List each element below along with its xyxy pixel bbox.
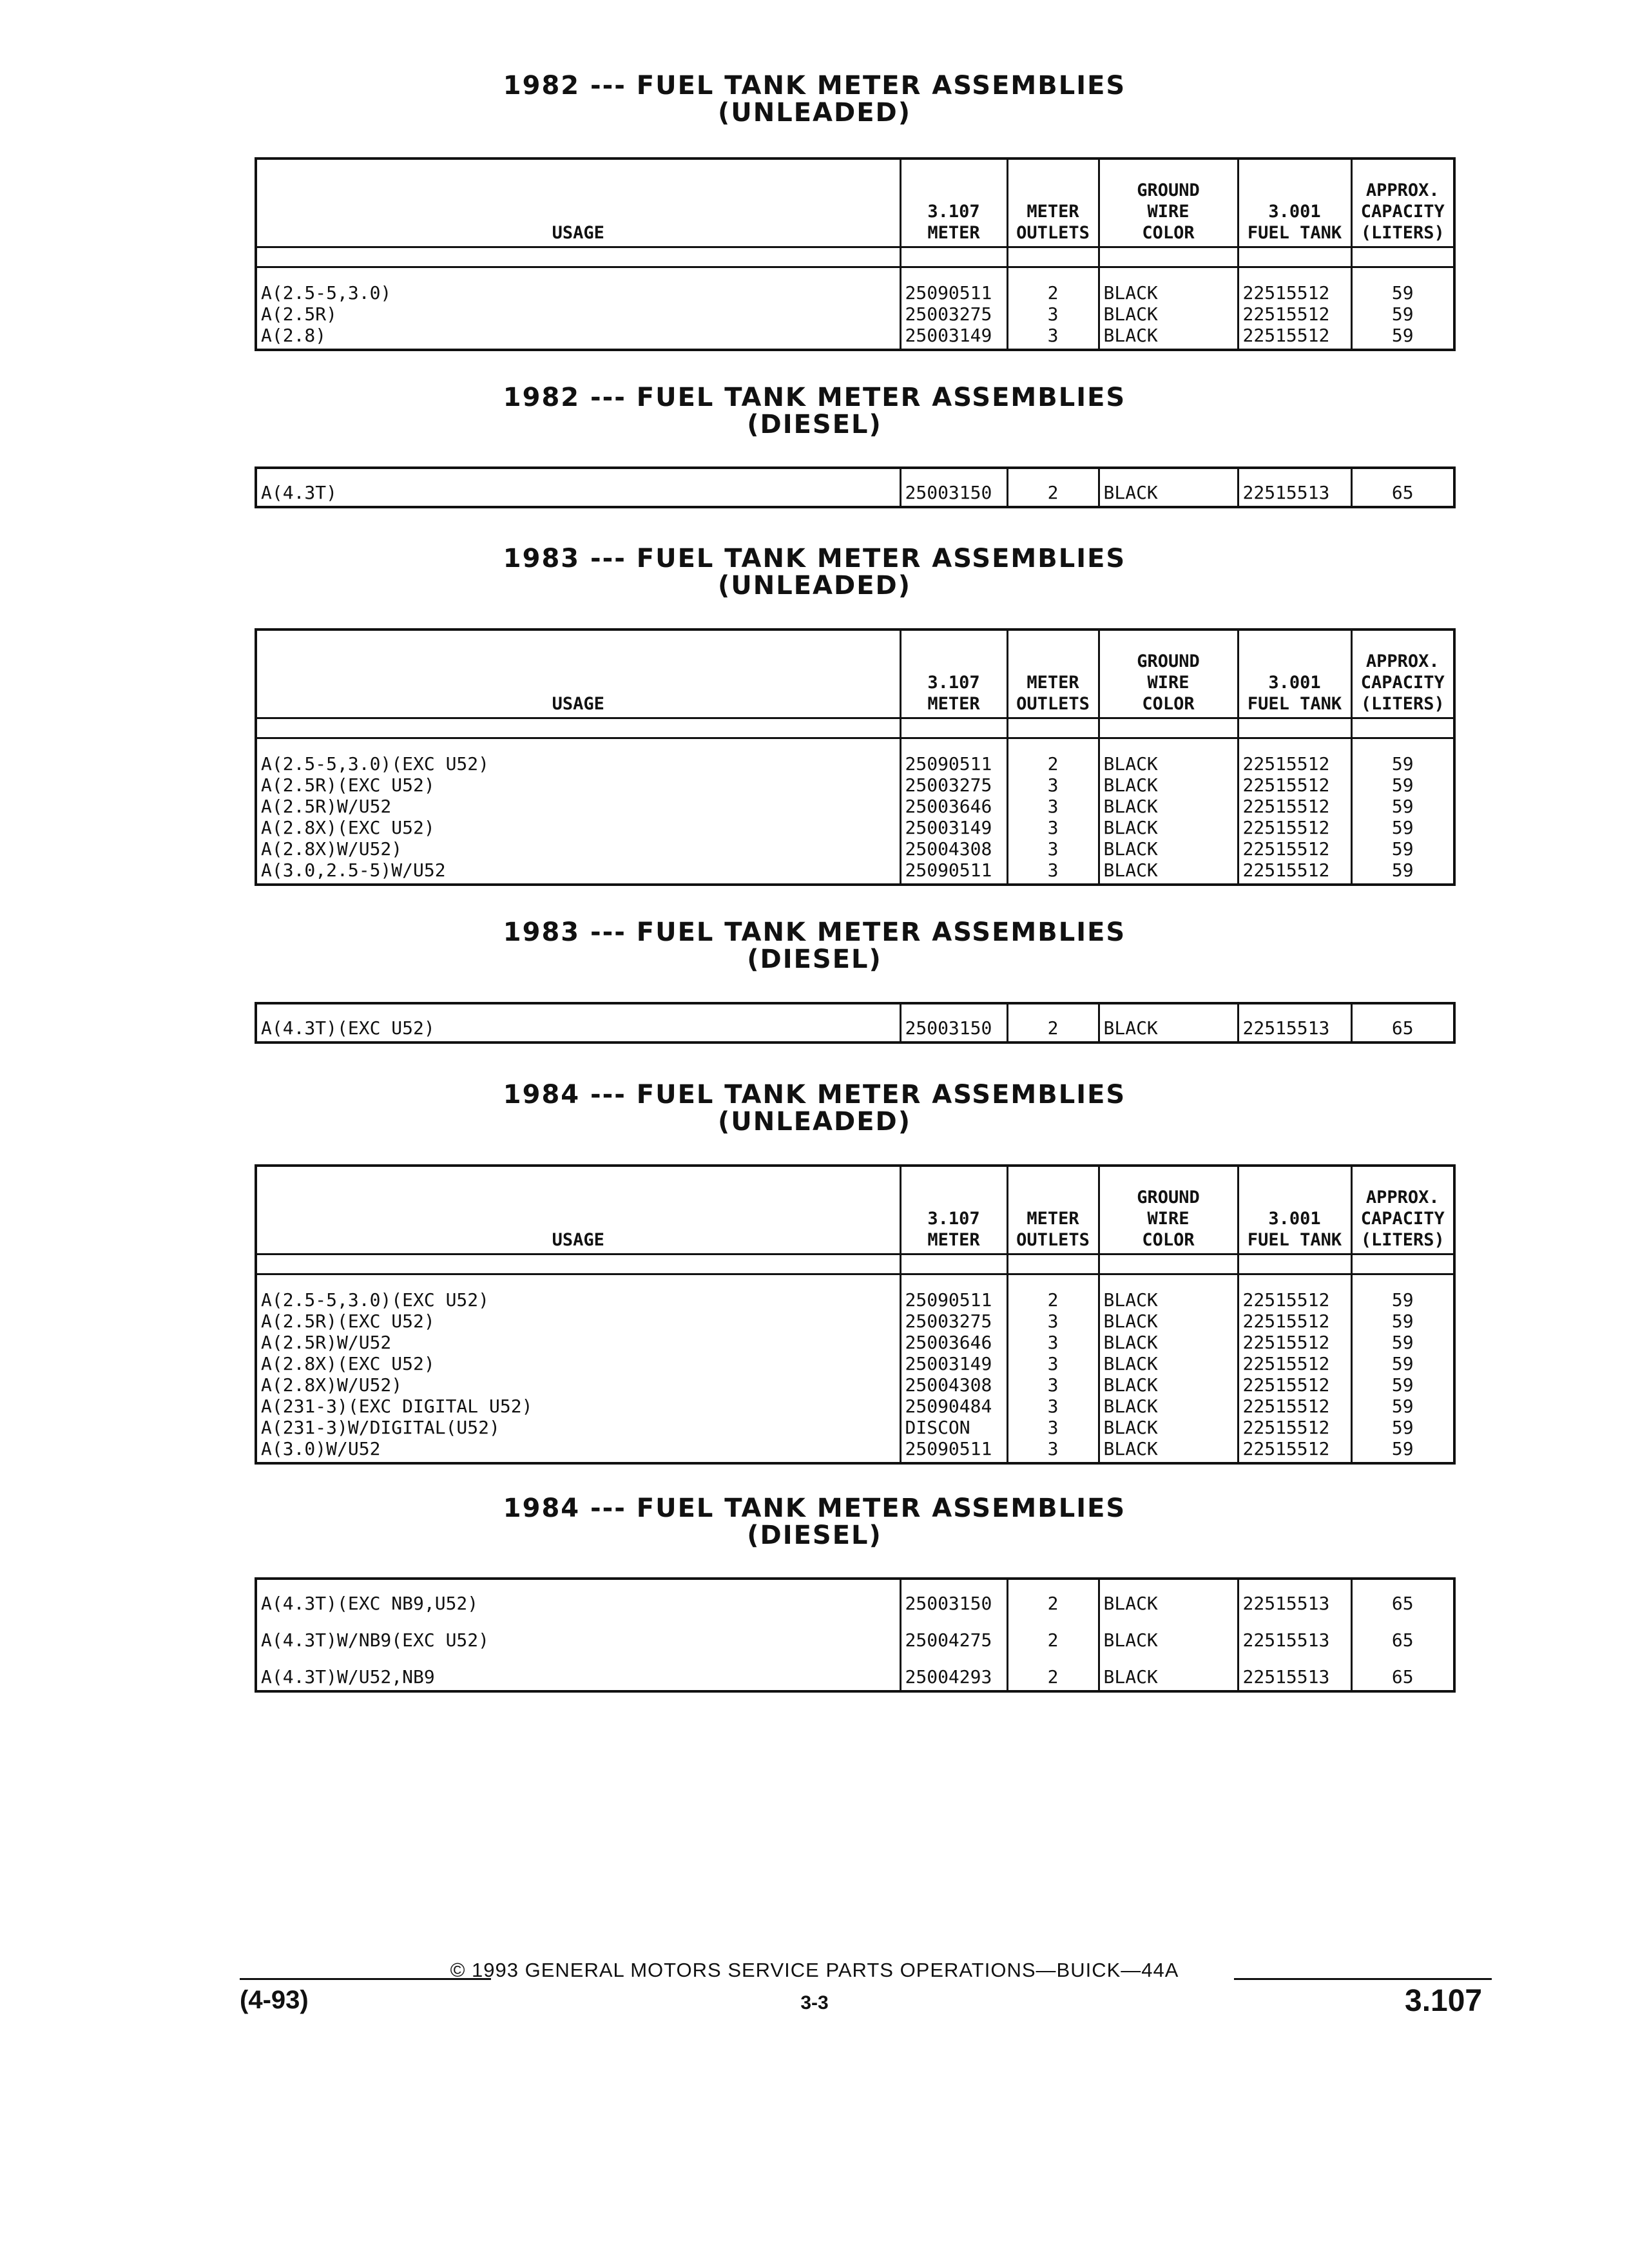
header-outlets [1007, 1166, 1099, 1254]
cell-outlets: 3 [1007, 1396, 1099, 1417]
header-meter-line: METER [927, 223, 980, 243]
cell-meter: 25003646 [900, 1332, 1007, 1353]
cell-meter: 25004308 [900, 1374, 1007, 1396]
header-tank [1238, 159, 1351, 247]
separator-cell [900, 718, 1007, 738]
section-title [0, 545, 1629, 599]
header-wire-line: GROUND [1137, 1187, 1200, 1207]
table-row [256, 1353, 1454, 1374]
header-wire-line: COLOR [1142, 223, 1195, 243]
cell-tank: 22515513 [1238, 1003, 1351, 1043]
section-subtitle: (UNLEADED) [717, 571, 912, 601]
cell-usage: A(2.5R)(EXC U52) [256, 1311, 900, 1332]
cell-tank: 22515512 [1238, 796, 1351, 817]
cell-outlets: 2 [1007, 738, 1099, 775]
section-title-line: 1982 --- FUEL TANK METER ASSEMBLIES [503, 383, 1126, 412]
footer-section-number: 3.107 [1405, 1984, 1483, 2018]
cell-outlets: 2 [1007, 267, 1099, 304]
cell-tank: 22515512 [1238, 267, 1351, 304]
table-row [256, 303, 1454, 325]
cell-tank: 22515513 [1238, 468, 1351, 507]
cell-usage: A(4.3T)(EXC U52) [256, 1003, 900, 1043]
cell-usage: A(2.8X)W/U52) [256, 1374, 900, 1396]
cell-meter: 25003150 [900, 1003, 1007, 1043]
cell-wire: BLACK [1099, 1579, 1238, 1617]
header-capacity-line: CAPACITY [1360, 673, 1445, 693]
cell-meter: 25090511 [900, 738, 1007, 775]
section-title-line: 1983 --- FUEL TANK METER ASSEMBLIES [503, 544, 1126, 573]
cell-meter: DISCON [900, 1417, 1007, 1438]
separator-cell [1099, 718, 1238, 738]
section-subtitle: (UNLEADED) [717, 1107, 912, 1137]
header-outlets-line: OUTLETS [1016, 694, 1090, 714]
separator-cell [1007, 718, 1099, 738]
separator-cell [1238, 1254, 1351, 1274]
header-wire [1099, 159, 1238, 247]
header-wire [1099, 1166, 1238, 1254]
cell-capacity: 59 [1351, 1353, 1454, 1374]
separator-cell [1238, 247, 1351, 267]
cell-capacity: 65 [1351, 1653, 1454, 1691]
section-subtitle: (DIESEL) [747, 1521, 882, 1550]
cell-meter: 25090511 [900, 1438, 1007, 1463]
cell-usage: A(2.5-5,3.0)(EXC U52) [256, 738, 900, 775]
header-meter-line: METER [927, 1230, 980, 1250]
table-row [256, 468, 1454, 507]
cell-wire: BLACK [1099, 738, 1238, 775]
cell-capacity: 65 [1351, 1579, 1454, 1617]
table-row [256, 738, 1454, 775]
cell-capacity: 59 [1351, 303, 1454, 325]
separator-cell [256, 1254, 900, 1274]
header-capacity-line: (LITERS) [1360, 223, 1445, 243]
header-usage [256, 1166, 900, 1254]
cell-usage: A(2.8X)(EXC U52) [256, 1353, 900, 1374]
header-meter-line: METER [927, 694, 980, 714]
header-capacity-line: APPROX. [1365, 180, 1440, 200]
header-usage-label: USAGE [552, 1230, 604, 1250]
header-outlets-line: METER [1027, 673, 1079, 693]
cell-tank: 22515512 [1238, 1396, 1351, 1417]
cell-capacity: 59 [1351, 1396, 1454, 1417]
cell-capacity: 59 [1351, 267, 1454, 304]
header-wire-line: GROUND [1137, 180, 1200, 200]
cell-usage: A(3.0)W/U52 [256, 1438, 900, 1463]
cell-wire: BLACK [1099, 774, 1238, 796]
table-row [256, 860, 1454, 885]
header-usage [256, 629, 900, 718]
cell-outlets: 3 [1007, 774, 1099, 796]
cell-capacity: 59 [1351, 325, 1454, 350]
section-subtitle: (DIESEL) [747, 410, 882, 439]
cell-wire: BLACK [1099, 1374, 1238, 1396]
cell-meter: 25003149 [900, 325, 1007, 350]
cell-meter: 25004293 [900, 1653, 1007, 1691]
cell-capacity: 59 [1351, 860, 1454, 885]
cell-usage: A(2.5-5,3.0)(EXC U52) [256, 1274, 900, 1311]
cell-outlets: 3 [1007, 1374, 1099, 1396]
header-tank-line: FUEL TANK [1247, 1230, 1342, 1250]
cell-meter: 25090511 [900, 1274, 1007, 1311]
cell-wire: BLACK [1099, 1438, 1238, 1463]
table-row [256, 838, 1454, 860]
header-outlets-line: METER [1027, 202, 1079, 222]
table-row [256, 267, 1454, 304]
header-wire-line: WIRE [1147, 202, 1190, 222]
separator-cell [1238, 718, 1351, 738]
cell-wire: BLACK [1099, 303, 1238, 325]
separator-cell [256, 718, 900, 738]
cell-tank: 22515512 [1238, 774, 1351, 796]
cell-meter: 25003149 [900, 1353, 1007, 1374]
cell-wire: BLACK [1099, 1311, 1238, 1332]
cell-capacity: 59 [1351, 1332, 1454, 1353]
cell-capacity: 59 [1351, 1274, 1454, 1311]
table-row [256, 1438, 1454, 1463]
cell-tank: 22515512 [1238, 860, 1351, 885]
section-title-line: 1982 --- FUEL TANK METER ASSEMBLIES [503, 71, 1126, 101]
cell-meter: 25090511 [900, 267, 1007, 304]
table-row [256, 1417, 1454, 1438]
cell-capacity: 59 [1351, 817, 1454, 838]
cell-tank: 22515512 [1238, 838, 1351, 860]
cell-wire: BLACK [1099, 1274, 1238, 1311]
separator-cell [1007, 1254, 1099, 1274]
cell-outlets: 3 [1007, 1311, 1099, 1332]
cell-capacity: 59 [1351, 774, 1454, 796]
cell-usage: A(2.5R) [256, 303, 900, 325]
header-outlets-line: METER [1027, 1209, 1079, 1229]
parts-table [255, 628, 1456, 886]
cell-meter: 25003149 [900, 817, 1007, 838]
table-row [256, 1617, 1454, 1653]
cell-outlets: 2 [1007, 1274, 1099, 1311]
cell-capacity: 59 [1351, 1374, 1454, 1396]
header-capacity-line: APPROX. [1365, 1187, 1440, 1207]
table-row [256, 1311, 1454, 1332]
cell-tank: 22515513 [1238, 1653, 1351, 1691]
header-capacity [1351, 159, 1454, 247]
header-outlets [1007, 629, 1099, 718]
cell-outlets: 3 [1007, 303, 1099, 325]
cell-usage: A(2.8X)(EXC U52) [256, 817, 900, 838]
cell-meter: 25003275 [900, 1311, 1007, 1332]
header-wire-line: WIRE [1147, 1209, 1190, 1229]
cell-wire: BLACK [1099, 1003, 1238, 1043]
header-wire-line: WIRE [1147, 673, 1190, 693]
cell-outlets: 3 [1007, 1353, 1099, 1374]
cell-meter: 25003646 [900, 796, 1007, 817]
cell-meter: 25003275 [900, 303, 1007, 325]
cell-usage: A(4.3T) [256, 468, 900, 507]
header-tank-line: 3.001 [1268, 202, 1321, 222]
table-row [256, 1653, 1454, 1691]
cell-tank: 22515512 [1238, 325, 1351, 350]
footer-copyright: © 1993 GENERAL MOTORS SERVICE PARTS OPERATIONS—BUICK—44A [450, 1959, 1179, 1981]
section-title-line: 1983 --- FUEL TANK METER ASSEMBLIES [503, 918, 1126, 947]
parts-table [255, 1577, 1456, 1693]
cell-wire: BLACK [1099, 796, 1238, 817]
cell-wire: BLACK [1099, 838, 1238, 860]
cell-tank: 22515513 [1238, 1579, 1351, 1617]
header-capacity [1351, 629, 1454, 718]
separator-cell [1351, 718, 1454, 738]
header-wire [1099, 629, 1238, 718]
cell-wire: BLACK [1099, 860, 1238, 885]
cell-usage: A(2.8) [256, 325, 900, 350]
header-usage-label: USAGE [552, 223, 604, 243]
cell-capacity: 65 [1351, 468, 1454, 507]
header-meter [900, 1166, 1007, 1254]
header-tank-line: FUEL TANK [1247, 223, 1342, 243]
cell-tank: 22515512 [1238, 1311, 1351, 1332]
header-meter-line: 3.107 [927, 1209, 980, 1229]
separator-cell [900, 1254, 1007, 1274]
table-row [256, 817, 1454, 838]
cell-usage: A(2.5R)W/U52 [256, 796, 900, 817]
section-title-line: 1984 --- FUEL TANK METER ASSEMBLIES [503, 1494, 1126, 1523]
cell-wire: BLACK [1099, 817, 1238, 838]
cell-outlets: 3 [1007, 838, 1099, 860]
cell-wire: BLACK [1099, 1617, 1238, 1653]
cell-capacity: 59 [1351, 1417, 1454, 1438]
header-wire-line: GROUND [1137, 651, 1200, 671]
table-row [256, 1374, 1454, 1396]
cell-outlets: 2 [1007, 1579, 1099, 1617]
cell-wire: BLACK [1099, 325, 1238, 350]
cell-tank: 22515512 [1238, 303, 1351, 325]
parts-table [255, 157, 1456, 351]
header-meter [900, 629, 1007, 718]
section-title [0, 384, 1629, 438]
separator-cell [1099, 247, 1238, 267]
cell-outlets: 3 [1007, 817, 1099, 838]
header-outlets-line: OUTLETS [1016, 223, 1090, 243]
cell-outlets: 3 [1007, 1438, 1099, 1463]
table-row [256, 1579, 1454, 1617]
cell-tank: 22515512 [1238, 1374, 1351, 1396]
cell-meter: 25003150 [900, 468, 1007, 507]
separator-cell [1351, 247, 1454, 267]
cell-outlets: 3 [1007, 1332, 1099, 1353]
cell-outlets: 3 [1007, 1417, 1099, 1438]
cell-capacity: 59 [1351, 1438, 1454, 1463]
cell-usage: A(2.5-5,3.0) [256, 267, 900, 304]
table-row [256, 796, 1454, 817]
section-title [0, 1081, 1629, 1135]
cell-tank: 22515512 [1238, 738, 1351, 775]
cell-meter: 25003150 [900, 1579, 1007, 1617]
cell-meter: 25090484 [900, 1396, 1007, 1417]
header-meter-line: 3.107 [927, 673, 980, 693]
table-row [256, 1274, 1454, 1311]
header-capacity-line: CAPACITY [1360, 202, 1445, 222]
separator-cell [1099, 1254, 1238, 1274]
cell-capacity: 65 [1351, 1617, 1454, 1653]
cell-meter: 25090511 [900, 860, 1007, 885]
header-capacity-line: APPROX. [1365, 651, 1440, 671]
header-capacity [1351, 1166, 1454, 1254]
section-title [0, 72, 1629, 126]
separator-cell [256, 247, 900, 267]
cell-usage: A(3.0,2.5-5)W/U52 [256, 860, 900, 885]
header-wire-line: COLOR [1142, 1230, 1195, 1250]
cell-capacity: 59 [1351, 838, 1454, 860]
header-capacity-line: CAPACITY [1360, 1209, 1445, 1229]
table-row [256, 1003, 1454, 1043]
cell-tank: 22515512 [1238, 1332, 1351, 1353]
header-capacity-line: (LITERS) [1360, 1230, 1445, 1250]
header-usage-label: USAGE [552, 694, 604, 714]
header-usage [256, 159, 900, 247]
cell-capacity: 65 [1351, 1003, 1454, 1043]
parts-table [255, 1002, 1456, 1044]
cell-capacity: 59 [1351, 1311, 1454, 1332]
header-tank-line: FUEL TANK [1247, 694, 1342, 714]
section-subtitle: (UNLEADED) [717, 98, 912, 128]
cell-usage: A(2.5R)W/U52 [256, 1332, 900, 1353]
cell-meter: 25003275 [900, 774, 1007, 796]
cell-outlets: 2 [1007, 468, 1099, 507]
header-meter [900, 159, 1007, 247]
cell-capacity: 59 [1351, 796, 1454, 817]
header-separator-row [256, 247, 1454, 267]
cell-usage: A(2.5R)(EXC U52) [256, 774, 900, 796]
cell-usage: A(2.8X)W/U52) [256, 838, 900, 860]
cell-usage: A(4.3T)W/NB9(EXC U52) [256, 1617, 900, 1653]
cell-tank: 22515513 [1238, 1617, 1351, 1653]
cell-outlets: 2 [1007, 1653, 1099, 1691]
header-tank-line: 3.001 [1268, 673, 1321, 693]
cell-wire: BLACK [1099, 1396, 1238, 1417]
cell-outlets: 3 [1007, 860, 1099, 885]
cell-tank: 22515512 [1238, 1417, 1351, 1438]
cell-outlets: 2 [1007, 1617, 1099, 1653]
header-meter-line: 3.107 [927, 202, 980, 222]
cell-outlets: 2 [1007, 1003, 1099, 1043]
cell-wire: BLACK [1099, 1332, 1238, 1353]
header-wire-line: COLOR [1142, 694, 1195, 714]
parts-table [255, 466, 1456, 508]
cell-wire: BLACK [1099, 1653, 1238, 1691]
header-tank [1238, 1166, 1351, 1254]
cell-wire: BLACK [1099, 1353, 1238, 1374]
cell-wire: BLACK [1099, 468, 1238, 507]
separator-cell [1007, 247, 1099, 267]
parts-table [255, 1164, 1456, 1465]
header-separator-row [256, 718, 1454, 738]
cell-usage: A(231-3)W/DIGITAL(U52) [256, 1417, 900, 1438]
cell-usage: A(4.3T)(EXC NB9,U52) [256, 1579, 900, 1617]
separator-cell [900, 247, 1007, 267]
header-capacity-line: (LITERS) [1360, 694, 1445, 714]
section-title [0, 1495, 1629, 1549]
separator-cell [1351, 1254, 1454, 1274]
cell-meter: 25004308 [900, 838, 1007, 860]
cell-tank: 22515512 [1238, 817, 1351, 838]
section-title [0, 919, 1629, 973]
cell-meter: 25004275 [900, 1617, 1007, 1653]
table-row [256, 1396, 1454, 1417]
cell-usage: A(231-3)(EXC DIGITAL U52) [256, 1396, 900, 1417]
cell-wire: BLACK [1099, 267, 1238, 304]
table-row [256, 325, 1454, 350]
header-tank-line: 3.001 [1268, 1209, 1321, 1229]
cell-outlets: 3 [1007, 796, 1099, 817]
header-outlets [1007, 159, 1099, 247]
cell-tank: 22515512 [1238, 1274, 1351, 1311]
cell-usage: A(4.3T)W/U52,NB9 [256, 1653, 900, 1691]
header-separator-row [256, 1254, 1454, 1274]
cell-tank: 22515512 [1238, 1353, 1351, 1374]
cell-capacity: 59 [1351, 738, 1454, 775]
header-outlets-line: OUTLETS [1016, 1230, 1090, 1250]
cell-tank: 22515512 [1238, 1438, 1351, 1463]
footer-date: (4-93) [240, 1986, 309, 2014]
section-title-line: 1984 --- FUEL TANK METER ASSEMBLIES [503, 1080, 1126, 1110]
section-subtitle: (DIESEL) [747, 945, 882, 974]
table-row [256, 774, 1454, 796]
cell-outlets: 3 [1007, 325, 1099, 350]
table-row [256, 1332, 1454, 1353]
cell-wire: BLACK [1099, 1417, 1238, 1438]
header-tank [1238, 629, 1351, 718]
footer-page-number: 3-3 [800, 1992, 829, 2013]
